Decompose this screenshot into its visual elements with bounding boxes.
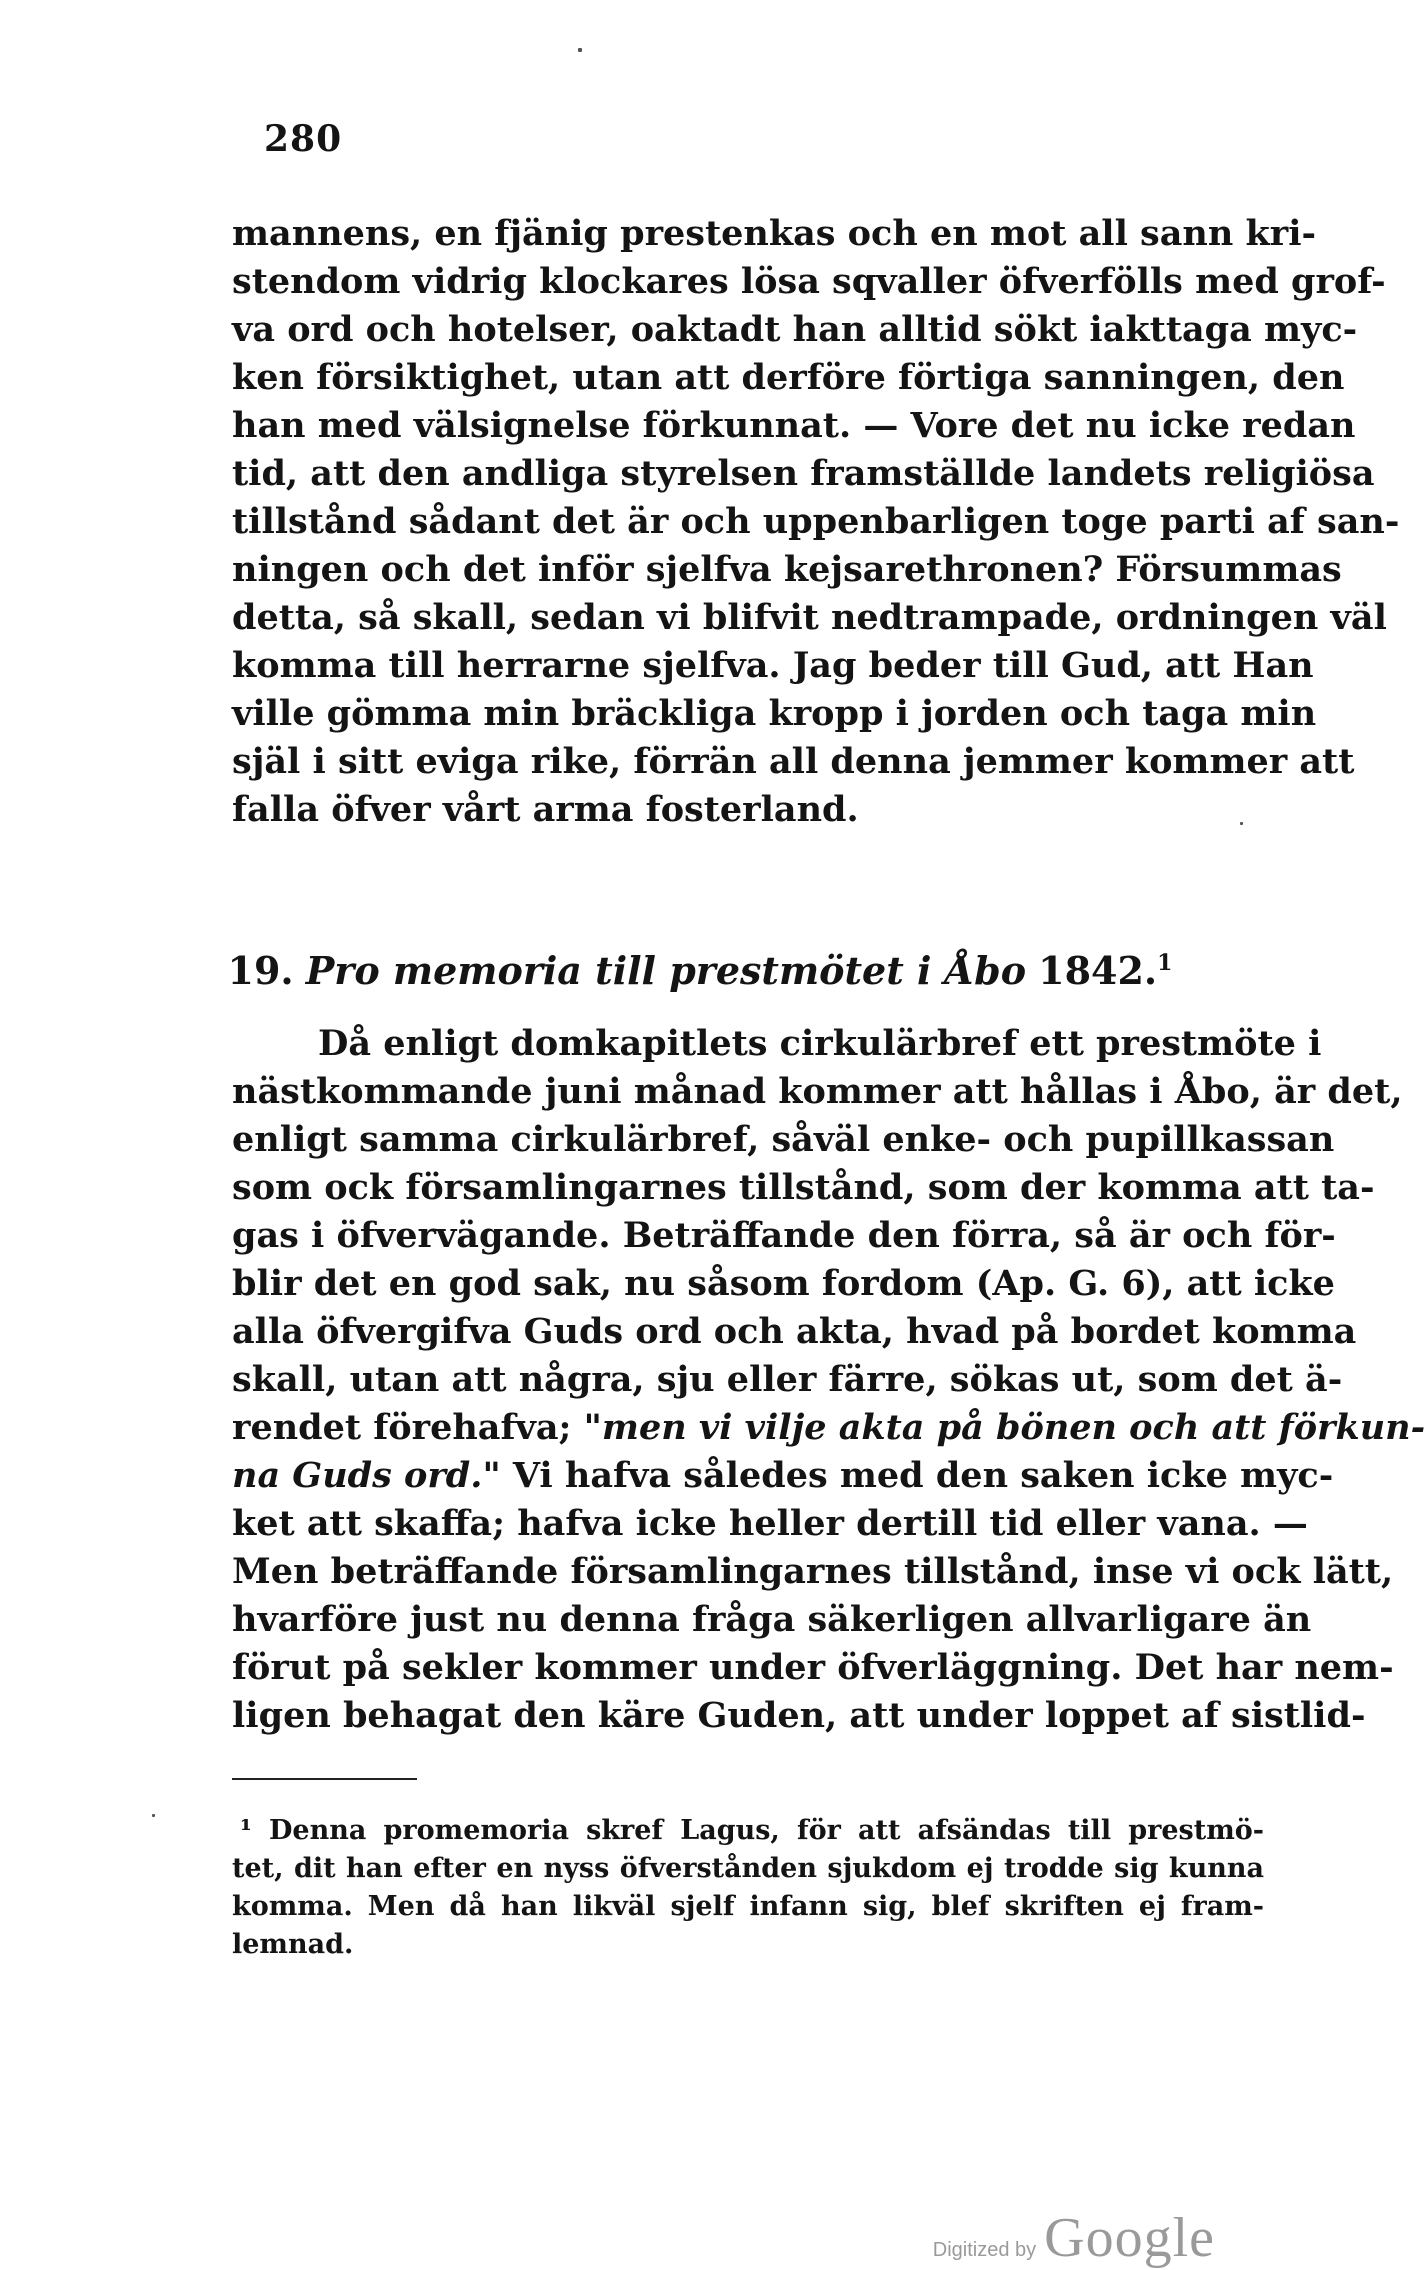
body-line: komma till herrarne sjelfva. Jag beder till Gud, att Han: [232, 645, 1314, 686]
section-line: alla öfvergifva Guds ord och akta, hvad på bordet komma: [232, 1311, 1357, 1352]
section-line: Men beträffande församlingarnes tillstånd, inse vi ock lätt,: [232, 1551, 1394, 1592]
section-heading: [0, 935, 1400, 999]
watermark-text: Digitized by: [932, 2239, 1037, 2261]
section-line: som ock församlingarnes tillstånd, som der komma att ta-: [232, 1167, 1375, 1208]
section-line: blir det en god sak, nu såsom fordom (Ap. G. 6), att icke: [232, 1263, 1335, 1304]
section-line: [232, 1452, 1334, 1500]
body-line: ken försiktighet, utan att derföre förtiga sanningen, den: [232, 357, 1345, 398]
scan-speck: [152, 1814, 155, 1817]
body-line: tid, att den andliga styrelsen framställde landets religiösa: [232, 453, 1375, 494]
digitized-watermark: [933, 2206, 1215, 2270]
scan-speck: [578, 48, 582, 52]
quote-close: ": [482, 1455, 501, 1496]
section-year: 1842.: [1038, 948, 1158, 993]
body-line: mannens, en fjänig prestenkas och en mot all sann kri-: [232, 213, 1317, 254]
body-line: detta, så skall, sedan vi blifvit nedtrampade, ordningen väl: [232, 597, 1387, 638]
footnote-mark: 1: [1157, 950, 1173, 976]
scan-speck: [1240, 822, 1243, 825]
section-title: Pro memoria till prestmötet i Åbo: [305, 948, 1027, 993]
section-line: ket att skaffa; hafva icke heller dertill tid eller vana. —: [232, 1503, 1308, 1544]
body-line: själ i sitt eviga rike, förrän all denna jemmer kommer att: [232, 741, 1355, 782]
section-number: 19.: [227, 948, 294, 993]
body-line: ningen och det inför sjelfva kejsarethronen? Försummas: [232, 549, 1342, 590]
footnote-line: tet, dit han efter en nyss öfverstånden sjukdom ej trodde sig kunna: [232, 1853, 1264, 1884]
footnote-line: ¹ Denna promemoria skref Lagus, för att afsändas till prestmö-: [240, 1815, 1264, 1846]
body-line: han med välsignelse förkunnat. — Vore det nu icke redan: [232, 405, 1356, 446]
section-line: förut på sekler kommer under öfverläggning. Det har nem-: [232, 1647, 1394, 1688]
body-line: falla öfver vårt arma fosterland.: [232, 789, 859, 830]
section-line: Då enligt domkapitlets cirkulärbref ett prestmöte i: [318, 1023, 1322, 1064]
section-line: gas i öfvervägande. Beträffande den förra, så är och för-: [232, 1215, 1336, 1256]
quote-text: "men vi vilje akta på bönen och att förkun-: [583, 1407, 1425, 1448]
section-line-text: Vi hafva således med den saken icke myc-: [500, 1455, 1334, 1496]
section-line: hvarföre just nu denna fråga säkerligen allvarligare än: [232, 1599, 1312, 1640]
body-line: ville gömma min bräckliga kropp i jorden och taga min: [232, 693, 1317, 734]
section-line: ligen behagat den käre Guden, att under loppet af sistlid-: [232, 1695, 1366, 1736]
body-line: tillstånd sådant det är och uppenbarligen toge parti af san-: [232, 501, 1400, 542]
footnote-rule: [232, 1778, 417, 1780]
section-line: skall, utan att några, sju eller färre, sökas ut, som det ä-: [232, 1359, 1343, 1400]
section-line: [232, 1404, 1425, 1452]
section-line-text: rendet förehafva;: [232, 1407, 572, 1448]
section-line: enligt samma cirkulärbref, såväl enke- och pupillkassan: [232, 1119, 1335, 1160]
body-line: va ord och hotelser, oaktadt han alltid sökt iakttaga myc-: [232, 309, 1358, 350]
page-number: 280: [264, 118, 343, 160]
google-logo: Google: [1044, 2207, 1215, 2269]
section-line: nästkommande juni månad kommer att hållas i Åbo, är det,: [232, 1071, 1403, 1112]
quote-text-end: na Guds ord.: [232, 1455, 483, 1496]
body-line: stendom vidrig klockares lösa sqvaller öfverfölls med grof-: [232, 261, 1386, 302]
footnote-line: lemnad.: [232, 1929, 354, 1960]
footnote-line: komma. Men då han likväl sjelf infann sig, blef skriften ej fram-: [232, 1891, 1264, 1922]
